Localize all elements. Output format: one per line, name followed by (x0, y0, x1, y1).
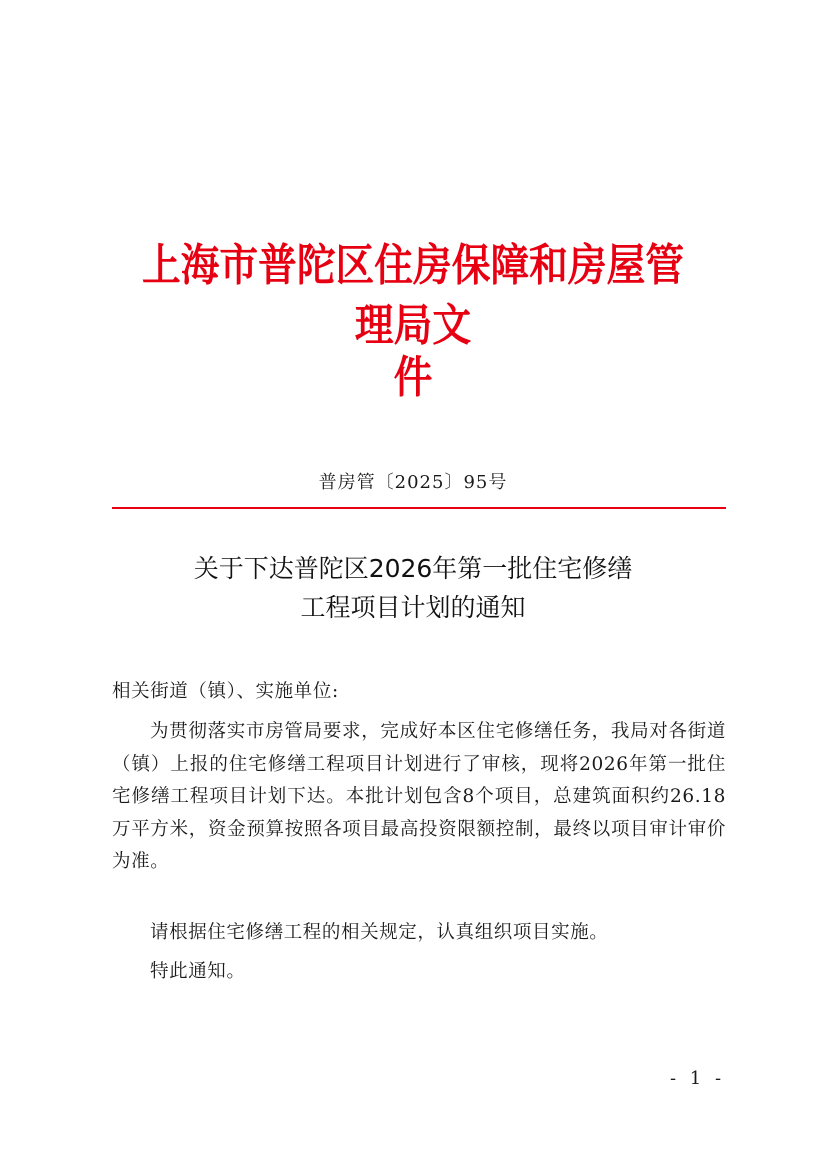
document-number: 普房管〔2025〕95号 (318, 472, 508, 493)
notice-title-line1: 关于下达普陀区2026年第一批住宅修缮 (193, 554, 633, 583)
body-paragraph-3: 特此通知。 (150, 961, 246, 982)
body-paragraph-2: 请根据住宅修缮工程的相关规定，认真组织项目实施。 (150, 922, 609, 943)
page-number: - 1 - (670, 1068, 726, 1089)
red-separator-rule (112, 507, 726, 509)
body-paragraph-1: 为贯彻落实市房管局要求，完成好本区住宅修缮任务，我局对各街道（镇）上报的住宅修缮工程项目计划进行了审核，现将2026年第一批住宅修缮工程项目计划下达。本批计划包含8个项目，总建筑面积约26.18万平方米，资金预算按照各项目最高投资限额控制，最终以项目审计审价为准。 (112, 721, 726, 872)
issuer-title-line2: 件 (393, 352, 433, 403)
notice-title-line2: 工程项目计划的通知 (300, 593, 526, 622)
addressee: 相关街道（镇）、实施单位: (112, 681, 339, 702)
issuer-title-line1: 上海市普陀区住房保障和房屋管理局文 (141, 240, 685, 351)
